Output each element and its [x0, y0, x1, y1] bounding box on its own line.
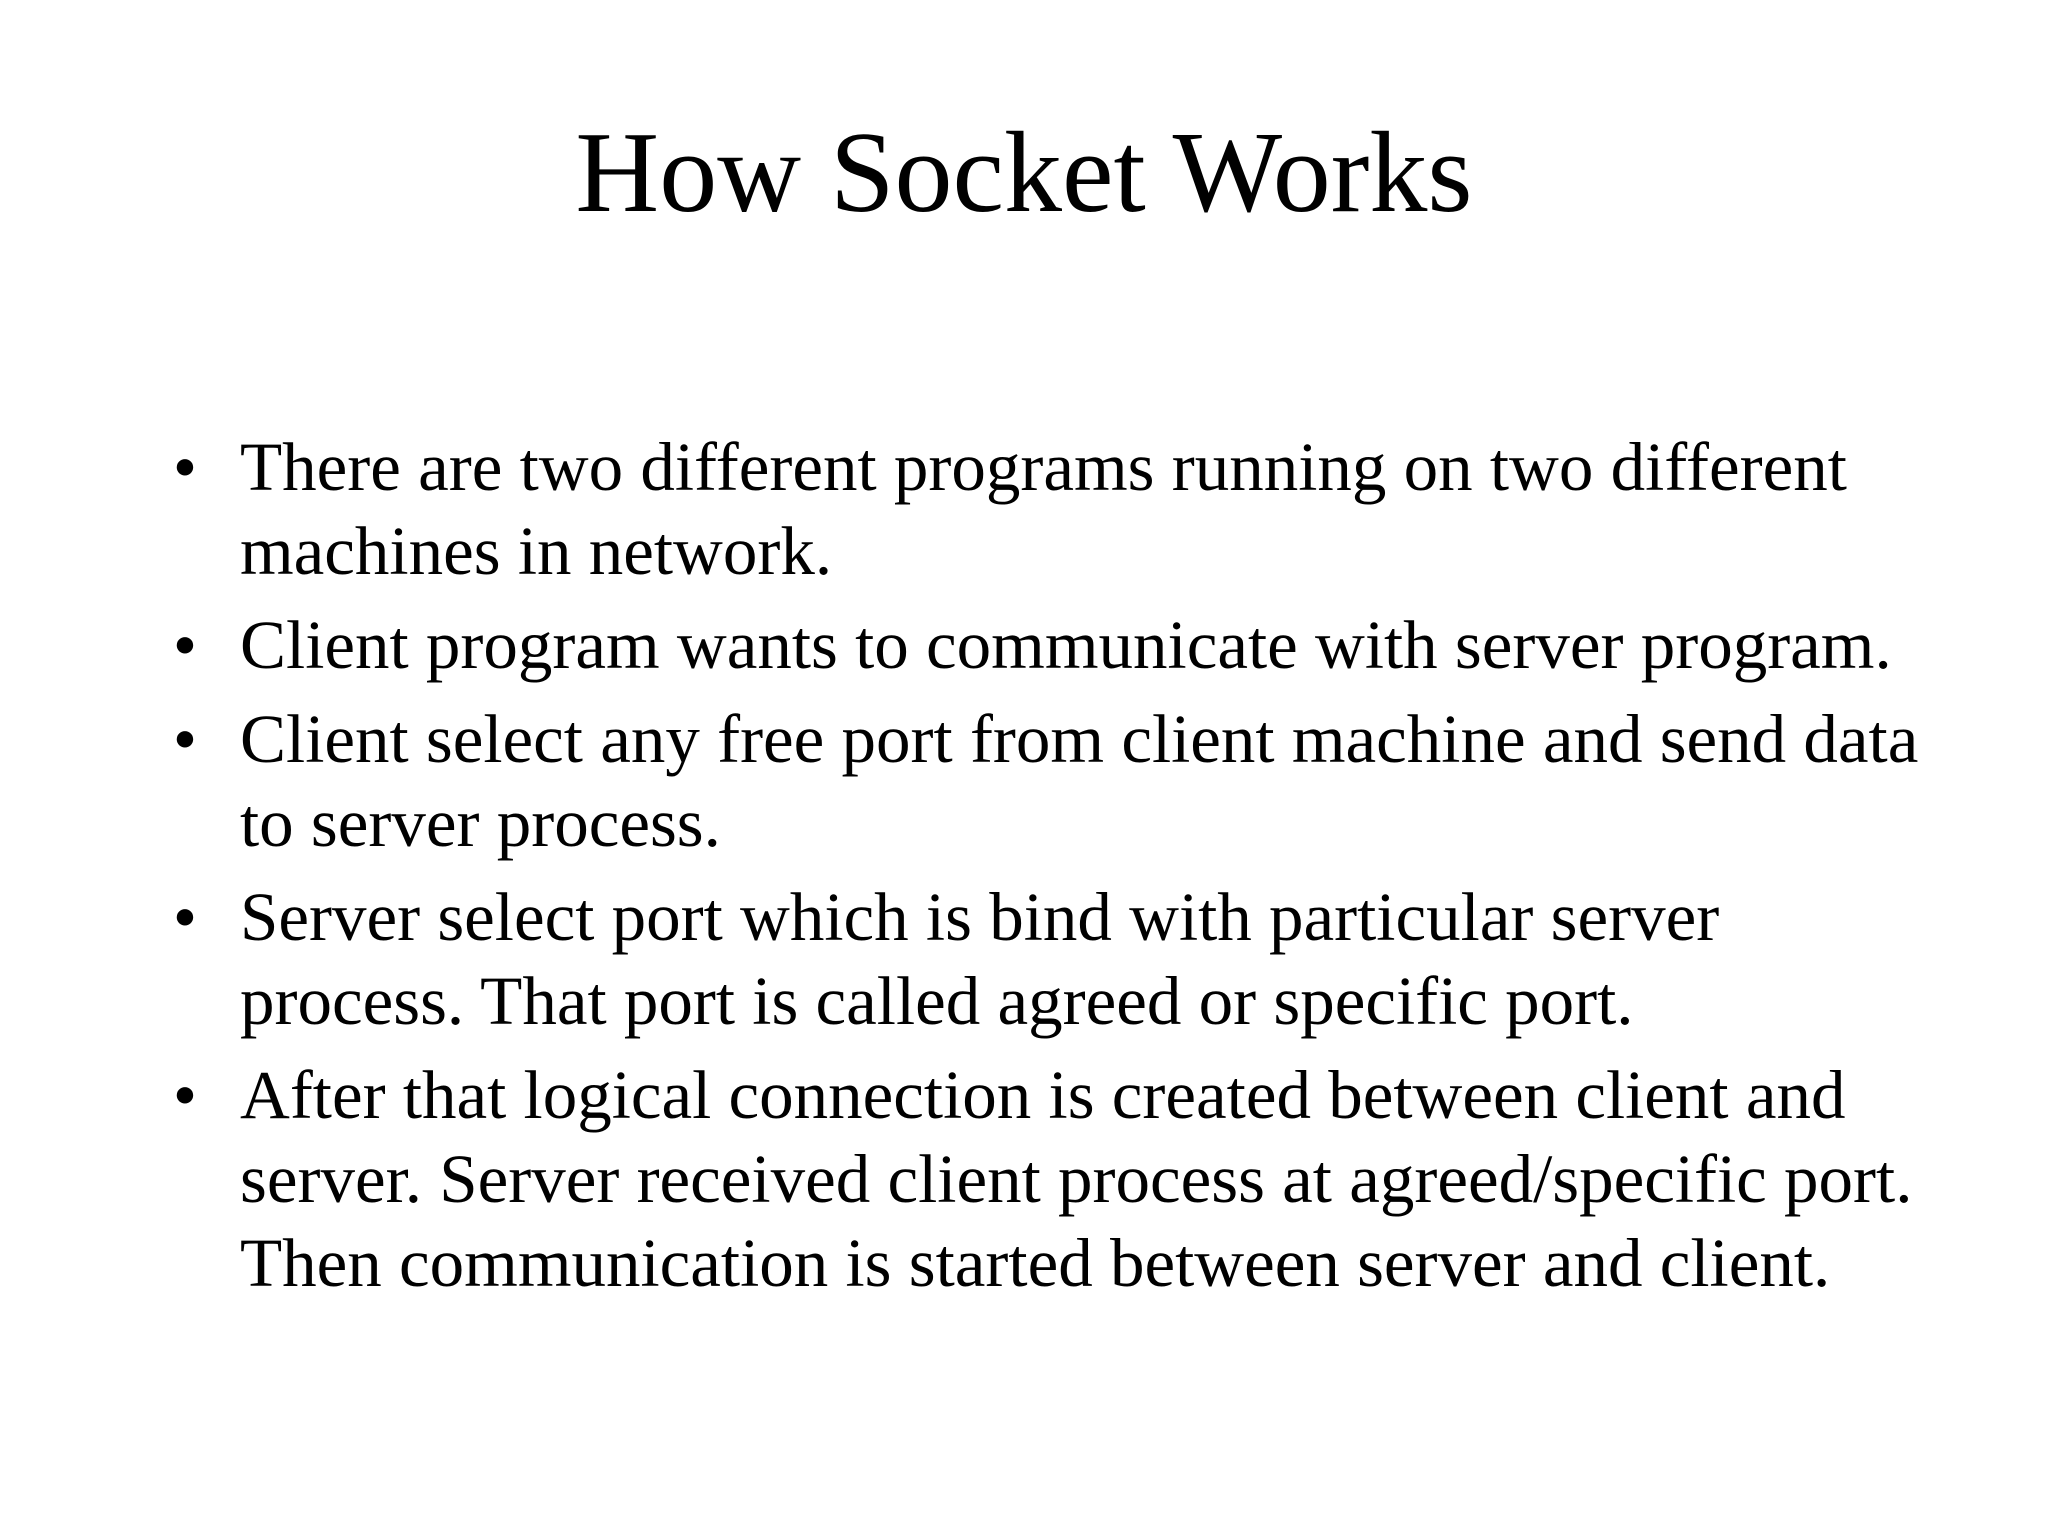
bullet-item [165, 697, 1925, 865]
bullet-text: Client select any free port from client machine and send data to server process. [240, 701, 1919, 861]
bullet-text: Client program wants to communicate with server program. [240, 607, 1892, 683]
bullet-icon: • [172, 1057, 198, 1133]
slide-title: How Socket Works [575, 109, 1473, 237]
bullet-item [165, 875, 1925, 1043]
bullet-text: There are two different programs running on two different machines in network. [240, 429, 1847, 589]
bullet-icon: • [172, 701, 198, 777]
bullet-icon: • [172, 879, 198, 955]
bullet-text: Server select port which is bind with particular server process. That port is called agreed or specific port. [240, 879, 1720, 1039]
bullet-item [165, 1053, 1925, 1305]
bullet-icon: • [172, 607, 198, 683]
bullet-list [165, 425, 1925, 1315]
bullet-text: After that logical connection is created between client and server. Server received client process at agreed/specific port. Then communication is started between server and client. [240, 1057, 1913, 1301]
bullet-icon: • [172, 429, 198, 505]
bullet-item [165, 603, 1925, 687]
bullet-item [165, 425, 1925, 593]
